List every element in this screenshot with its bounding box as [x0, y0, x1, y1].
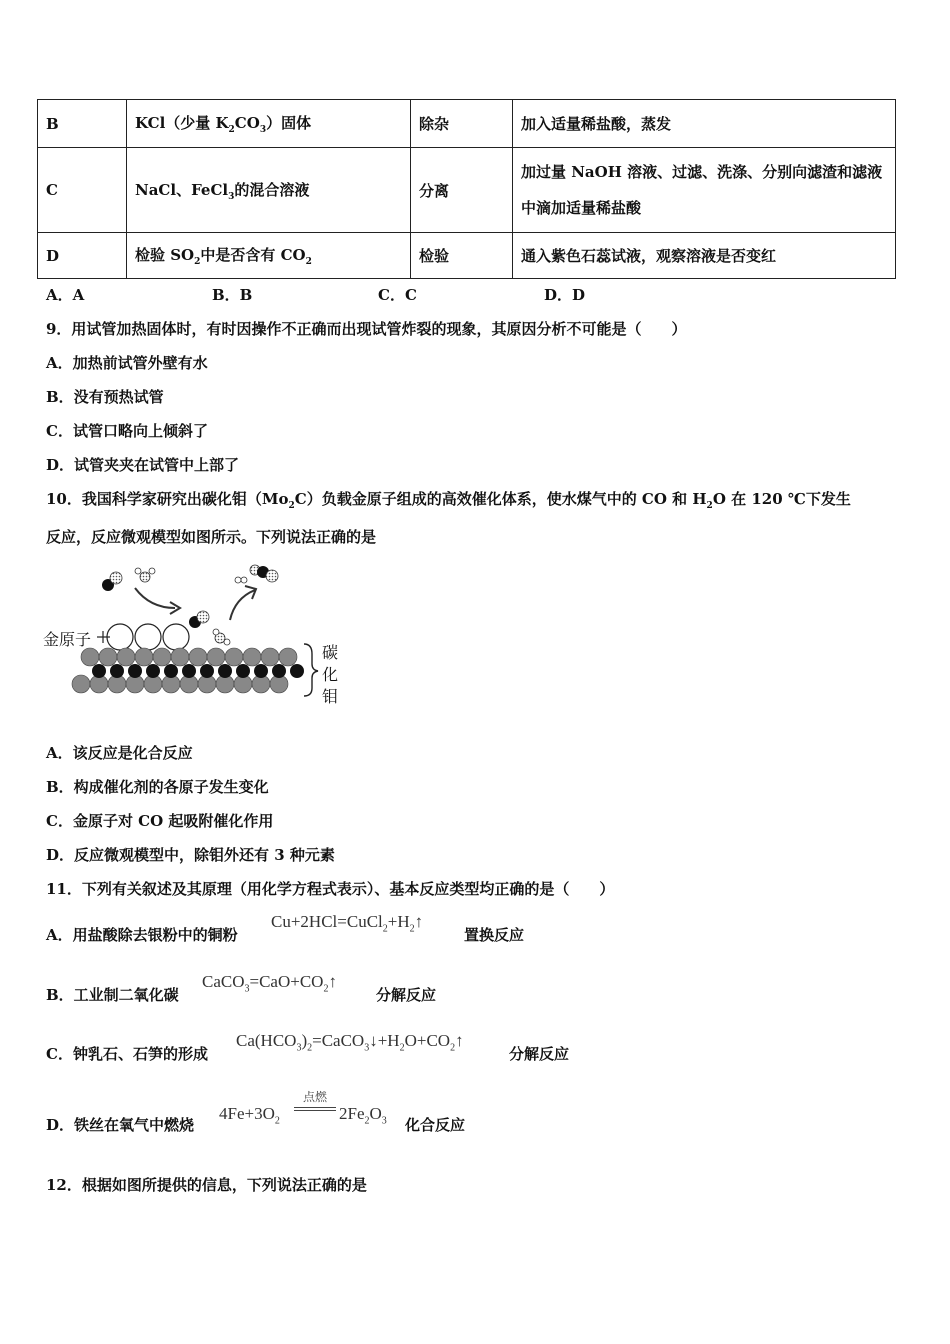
water-molecule-icon [135, 568, 155, 582]
options-table [37, 99, 896, 279]
choice-c: C．C [378, 286, 417, 304]
q10-stem-line1: 10．我国科学家研究出碳化钼$(Mo_2C)$负载金原子组成的高效催化体系，使水煤气中的 CO 和 $H_2O$ 在 120 ℃下发生 [46, 490, 851, 511]
co2-molecule-icon [250, 565, 278, 582]
h2-molecule-icon [235, 577, 247, 583]
equation-b: $CaCO_3=CaO+CO_2↑$ [202, 972, 337, 995]
q11-stem: 11．下列有关叙述及其原理（用化学方程式表示）、基本反应类型均正确的是（ ） [46, 880, 615, 898]
table-row [38, 233, 896, 279]
incoming-arrow-icon [135, 588, 175, 608]
q11-option-c: C．钟乳石、石笋的形成 $Ca(HCO_3)_2=CaCO_3↓+H_2O+CO_2↑$ 分解反应 [46, 1031, 570, 1063]
reaction-model-figure [40, 560, 350, 714]
table-row [38, 148, 896, 233]
q10-stem-line2: 反应，反应微观模型如图所示。下列说法正确的是 [46, 528, 377, 546]
carbide-label: 碳 化 钼 [322, 643, 339, 706]
outgoing-arrow-icon [230, 590, 255, 620]
row-letter: B [38, 100, 127, 148]
row-purpose: 除杂 [411, 100, 513, 148]
condition-ignite: 点燃 [302, 1090, 327, 1104]
q10-option-b: B．构成催化剂的各原子发生变化 [46, 778, 269, 796]
q9-stem: 9．用试管加热固体时，有时因操作不正确而出现试管炸裂的现象，其原因分析不可能是（ ） [46, 320, 687, 338]
equation-d-product: $2Fe_2O_3$ [339, 1104, 387, 1127]
equation-c: $Ca(HCO_3)_2=CaCO_3↓+H_2O+CO_2↑$ [236, 1031, 464, 1054]
row-purpose: 分离 [411, 148, 513, 233]
choice-a: A．A [46, 286, 85, 304]
equation-a: $Cu+2HCl=CuCl_2+H_2↑$ [271, 912, 424, 935]
q9-option-a: A．加热前试管外壁有水 [46, 354, 208, 372]
q9-option-b: B．没有预热试管 [46, 388, 164, 406]
brace-icon [304, 644, 318, 696]
co-molecule-icon [102, 572, 122, 591]
q11-option-d: D．铁丝在氧气中燃烧 $4Fe+3O_2$ 点燃 $2Fe_2O_3$ 化合反应 [46, 1090, 466, 1134]
row-item: 检验 $SO_2$中是否含有 $CO_2$ [127, 233, 411, 279]
q10-option-c: C．金原子对 CO 起吸附催化作用 [46, 812, 274, 830]
gold-atom-label: 金原子 [43, 630, 92, 649]
row-letter: D [38, 233, 127, 279]
q11-option-b: B．工业制二氧化碳 $CaCO_3=CaO+CO_2↑$ 分解反应 [46, 972, 437, 1004]
row-method: 加入适量稀盐酸，蒸发 [513, 100, 896, 148]
row-item: KCl（少量 $K_2CO_3$）固体 [127, 100, 411, 148]
q8-choices [46, 284, 710, 305]
equation-d: $4Fe+3O_2$ [219, 1104, 280, 1127]
table-row [38, 100, 896, 148]
q10-option-a: A．该反应是化合反应 [46, 744, 193, 762]
q11-option-a: A．用盐酸除去银粉中的铜粉 $Cu+2HCl=CuCl_2+H_2↑$ 置换反应 [46, 912, 525, 944]
double-line [294, 1107, 336, 1111]
row-method: 通入紫色石蕊试液，观察溶液是否变红 [513, 233, 896, 279]
row-item: NaCl、FeCl$_3$的混合溶液 [127, 148, 411, 233]
q9-option-c: C．试管口略向上倾斜了 [46, 422, 208, 440]
q12-stem: 12．根据如图所提供的信息，下列说法正确的是 [46, 1176, 367, 1194]
row-letter: C [38, 148, 127, 233]
choice-d: D．D [544, 286, 586, 304]
row-method: 加过量 NaOH 溶液、过滤、洗涤、分别向滤渣和滤液中滴加适量稀盐酸 [513, 148, 896, 233]
q9-option-d: D．试管夹夹在试管中上部了 [46, 456, 240, 474]
row-purpose: 检验 [411, 233, 513, 279]
choice-b: B．B [212, 286, 253, 304]
molybdenum-carbide-layer [72, 648, 304, 693]
gold-atoms [107, 624, 189, 650]
q10-option-d: D．反应微观模型中，除钼外还有 3 种元素 [46, 846, 335, 864]
